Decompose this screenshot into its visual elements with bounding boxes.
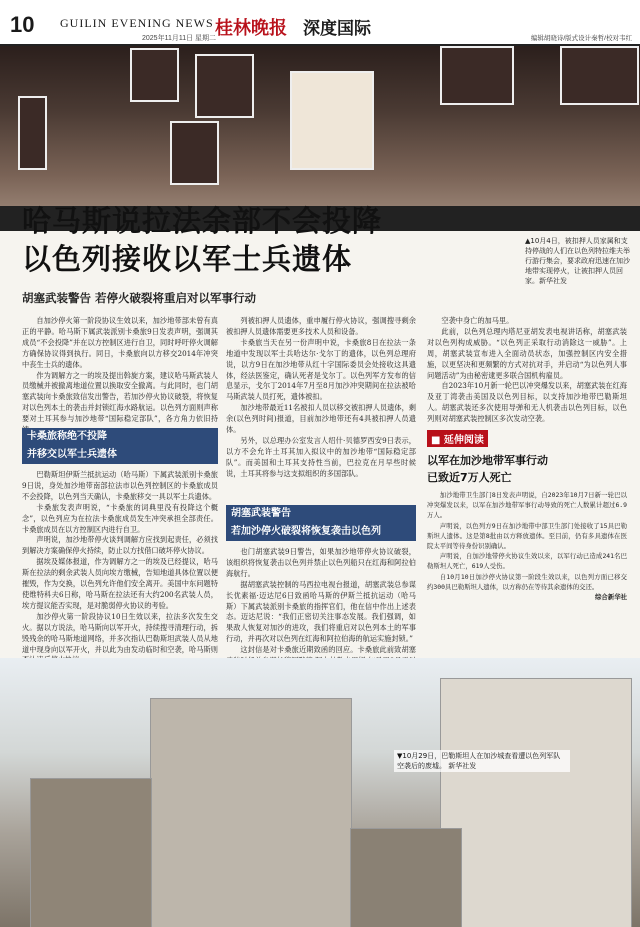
editor-credits: 编辑胡晓诗/版式设计秦哲/校对韦红 — [530, 35, 632, 42]
section-box-title — [226, 505, 416, 541]
headline-line-2: 以色列接收以军士兵遗体 — [22, 242, 353, 276]
hostage-poster — [130, 48, 179, 102]
bottom-photo-caption: ▼10月29日，巴勒斯坦人在加沙城查看遭以色列军队空袭后的废墟。 新华社发 — [394, 750, 570, 772]
paragraph: 声明说，加沙地带停火谈判调解方应找到起责任，必须找到解决方案确保停火持续，防止以方找借口破坏停火协议。 — [22, 535, 218, 556]
column-1 — [22, 316, 218, 436]
paragraph: 自2023年10月新一轮巴以冲突爆发以来，胡塞武装在红海及亚丁湾袭击美国及以色列目标，以支持加沙地带巴勒斯坦人。胡塞武装还多次使用导弹和无人机袭击以色列目标，以色列则对胡塞武装控制区多次发动空袭。 — [427, 381, 627, 424]
paragraph: 巴勒斯坦伊斯兰抵抗运动（哈马斯）下属武装派别卡桑旅9日说，身处加沙地带南部拉法市以色列控制区的卡桑旅成员不会投降，以色列当天确认，卡桑旅移交一具以军士兵遗体。 — [22, 470, 218, 501]
top-photo-caption: ▲10月4日，被扣押人员家属和支持停战的人们在以色列特拉维夫举行游行集会，要求政府迅速在加沙地带实现停火，让被扣押人员回家。新华社发 — [525, 237, 630, 285]
paragraph: 自10月10日加沙停火协议第一阶段生效以来，以色列方面已移交约300具巴勒斯坦人遗体，以方称仍在等待其余遗体的交还。 — [427, 572, 627, 591]
hostage-poster — [18, 96, 47, 170]
paragraph: 加沙停火第一阶段协议10日生效以来，拉法多次发生交火。据以方说法，哈马斯向以军开火，持续搜寻清理行动，拆毁残余的哈马斯地道网络，并多次指认巴勒斯坦武装人员从地道中现身向以军开火，并以此为由发动临时和空袭，哈马斯则 — [22, 611, 218, 654]
page-header — [0, 0, 640, 46]
brand-logo: 桂林晚报 — [215, 18, 287, 39]
paragraph: 作为调解方之一的埃及提出斡旋方案，建议哈马斯武装人员缴械并被撤离地道位置以换取安全撤离。与此同时，也门胡塞武装向卡桑旅致信发出警告，若加沙停火协议破裂，将恢复对以色列本土的袭击并封锁红海水路航运。以色列方面则声称要对土耳其参与加沙地带“国际稳定部队”，各方角力依旧持 — [22, 370, 218, 424]
section-title-line-1: 胡塞武装警告 — [231, 508, 291, 519]
paragraph: 声明说，自加沙地带停火协议生效以来，以军行动已造成241名巴勒斯坦人死亡，619人受伤。 — [427, 552, 627, 571]
paragraph: 加沙地带最近11名被扣人员以移交被扣押人员遗体，剩余(以色列时间)报道，目前加沙地带还有4具被扣押人员遗体。 — [226, 403, 416, 435]
paragraph: 此前，以色列总理内塔尼亚胡发表电视讲话称，胡塞武装对以色列构成威胁。“以色列正采取行动消除这一威胁”。上周，胡塞武装宣布进入全面动员状态，加强控制区内安全措施，以更坚决和更频繁的方式对抗对手，并启动“为以色列人事问题活动”为由秘密逮更多联合国机构雇员。 — [427, 326, 627, 380]
paragraph: 加沙地带卫生部门8日发表声明说，自2023年10月7日新一轮巴以冲突爆发以来，以军在加沙地带军事行动导致的死亡人数累计超过6.9万人。 — [427, 491, 627, 520]
paragraph: 声明说，以色列方9日在加沙地带中部卫生部门处接收了15具巴勒斯坦人遗体。这是第8批由以方释放遗体。至目前，仍有多具遗体在医院太平间等待身份识别确认。 — [427, 521, 627, 551]
section-title-line-2: 并移交以军士兵遗体 — [27, 449, 117, 460]
page-number: 10 — [10, 12, 35, 37]
hostage-poster — [170, 121, 219, 185]
damaged-building — [440, 678, 632, 927]
paragraph: 卡桑旅发表声明说，“卡桑旅的词典里没有投降这个概念”，以色列应为在拉法卡桑旅成员发生冲突承担全部责任。卡桑旅成员在以方控制区内进行自卫。 — [22, 502, 218, 534]
subheadline: 胡塞武装警告 若停火破裂将重启对以军事行动 — [22, 291, 257, 305]
hostage-poster — [440, 46, 514, 105]
paragraph: 自加沙停火第一阶段协议生效以来，加沙地带部未曾有真正的平静。哈马斯下属武装派别卡桑旅9日发表声明，强调其成员“不会投降”并在以方控制区进行自卫，同时呼吁停火调解方确保协议得到执行。同日，卡桑旅向以方移交2014年冲突中丧生士兵的遗体。 — [22, 316, 218, 369]
column-2 — [226, 316, 416, 480]
section-title: 深度国际 — [303, 19, 371, 39]
sidebar-label: ■ 延伸阅读 — [427, 430, 488, 447]
hostage-poster — [195, 54, 254, 118]
column-3 — [427, 316, 627, 425]
sidebar-headline — [427, 452, 548, 486]
paragraph: 另外，以总理办公室发言人绍什·贝德罗西安9日表示，以方不会允许土耳其加入拟议中的加沙地带“国际稳定部队”。而美国和土耳其支持性当前，巴拉克在月早些时候说，土耳其将参与这支拟组织的多国部队。 — [226, 435, 416, 478]
section-box-title — [22, 428, 218, 464]
byline: 综合新华社 — [595, 593, 627, 602]
paragraph: 据胡塞武装控制的马西拉电视台报道，胡塞武装总参谋长优素福·迈达尼6日致函哈马斯的伊斯兰抵抗运动（哈马斯）下属武装派别卡桑旅的指挥官们，他在信中作出上述表态。迈达尼说：“我们正密切关注事态发展。我们强调，如果敌人恢复对加沙的进攻，我们将重启对以色列本土的军事行动，并再次对以色列在红海和阿拉伯海的航运实施封锁。” — [226, 579, 416, 644]
hostage-poster — [560, 46, 639, 105]
paragraph: 据埃及媒体报道，作为调解方之一的埃及已经提议，哈马斯在拉法的剩余武装人员向埃方缴械，告知地道具体位置以便摧毁，作为交换，以色列允许他们安全离开。美国中东问题特使维特科夫6日称，哈马斯在拉法还有大约200名武装人员，埃方提议能否实现，是对脆弱停火协议的考验。 — [22, 557, 218, 610]
paragraph: 列被扣押人员遗体，重申履行停火协议，强调搜寻剩余被扣押人员遗体需要更多技术人员和设备。 — [226, 316, 416, 336]
column-1-continued — [22, 470, 218, 688]
issue-date: 2025年11月11日 星期二 — [142, 35, 217, 42]
paragraph: 也门胡塞武装9日警告，如果加沙地带停火协议破裂，该组织将恢复袭击以色列并禁止以色列船只在红海和阿拉伯海航行。 — [226, 547, 416, 578]
hostage-poster — [290, 71, 374, 170]
rubble — [350, 828, 462, 927]
section-title-line-2: 若加沙停火破裂将恢复袭击以色列 — [231, 526, 381, 537]
paragraph: 这封信是对卡桑旅近期致函的回应。卡桑旅此前致胡塞 — [240, 645, 416, 655]
paragraph: 卡桑旅当天在另一份声明中说，卡桑旅8日在拉法一条地道中发现以军士兵哈达尔·戈尔丁的遗体，以色列总理府说，以方9日在加沙地带从红十字国际委员会处接收这具遗体，经法医鉴定，确认死者是戈尔丁。以色列军方发布的信息显示，戈尔丁2014年7月至8月加沙冲突期间在拉法被哈马斯武装人员打死，遗体被扣。 — [226, 337, 416, 402]
sidebar-headline-line-1: 以军在加沙地带军事行动 — [427, 454, 548, 467]
sidebar-headline-line-2: 已致近7万人死亡 — [427, 471, 512, 484]
headline — [22, 202, 382, 278]
rubble — [30, 778, 152, 927]
section-title-line-1: 卡桑旅称绝不投降 — [27, 431, 107, 442]
gaza-ruins-photo — [0, 658, 640, 927]
paragraph: 空袭中身亡的加马里。 — [441, 316, 514, 325]
paper-name: GUILIN EVENING NEWS — [60, 16, 214, 30]
damaged-building — [150, 698, 352, 927]
sidebar-body — [427, 490, 627, 602]
headline-line-1: 哈马斯说拉法余部不会投降 — [22, 204, 383, 238]
